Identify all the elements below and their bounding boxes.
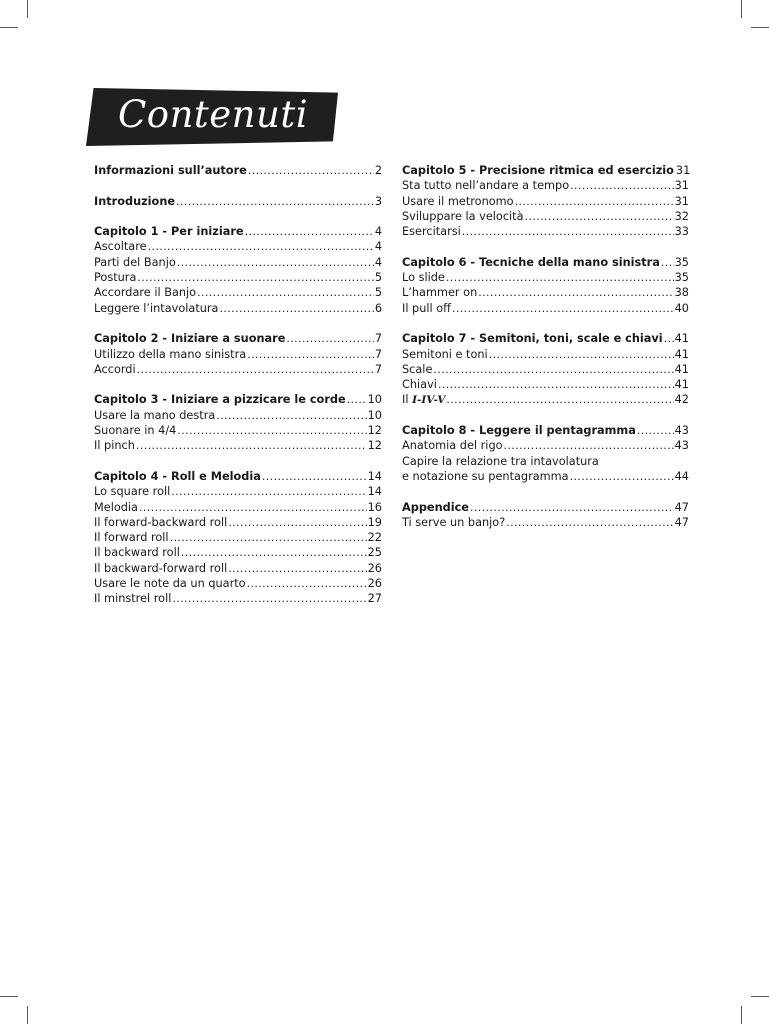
toc-page-number: 47 xyxy=(674,515,689,529)
toc-entry-label: Utilizzo della mano sinistra xyxy=(94,347,247,361)
toc-entry[interactable] xyxy=(402,392,689,407)
toc-entry[interactable] xyxy=(94,530,382,545)
dot-leader xyxy=(247,347,374,362)
dot-leader xyxy=(438,377,674,392)
toc-page-number: 42 xyxy=(674,393,689,407)
dot-leader xyxy=(462,224,674,239)
dot-leader xyxy=(433,362,673,377)
toc-page-number: 26 xyxy=(367,561,382,575)
toc-page-number: 10 xyxy=(367,393,382,407)
toc-entry[interactable] xyxy=(402,301,689,316)
dot-leader xyxy=(177,423,366,438)
crop-mark-bottom-right-h xyxy=(751,996,769,997)
toc-entry-label-styled: I-IV-V xyxy=(412,394,446,407)
toc-page-number: 32 xyxy=(674,209,689,223)
toc-page-number: 5 xyxy=(374,271,382,285)
toc-entry-label: Informazioni sull’autore xyxy=(94,164,247,177)
toc-entry-label: Capire la relazione tra intavolatura xyxy=(402,454,599,468)
toc-page-number: 31 xyxy=(675,164,691,177)
toc-page-number: 38 xyxy=(674,286,689,300)
toc-page-number: 7 xyxy=(374,347,382,361)
toc-page-number: 4 xyxy=(374,240,382,254)
toc-page-number: 43 xyxy=(674,439,689,453)
dot-leader xyxy=(452,301,674,316)
toc-page-number: 22 xyxy=(367,531,382,545)
page-title: Contenuti xyxy=(118,93,309,136)
toc-entry-label: Lo slide xyxy=(402,271,445,285)
crop-mark-bottom-left xyxy=(27,1006,28,1024)
toc-entry-label: Chiavi xyxy=(402,378,437,392)
toc-page-number: 40 xyxy=(674,301,689,315)
dot-leader xyxy=(504,438,674,453)
toc-entry[interactable] xyxy=(402,438,689,453)
toc-entry-label: Il forward-backward roll xyxy=(94,515,228,529)
toc-column-right xyxy=(402,163,689,530)
toc-entry-label: Lo square roll xyxy=(94,485,171,499)
toc-chapter-entry[interactable] xyxy=(94,163,382,178)
dot-leader xyxy=(181,545,367,560)
dot-leader xyxy=(478,285,673,300)
toc-entry-label: Usare le note da un quarto xyxy=(94,577,246,591)
toc-entry[interactable] xyxy=(402,270,689,285)
dot-leader xyxy=(137,362,374,377)
dot-leader xyxy=(489,347,674,362)
toc-page-number: 41 xyxy=(674,362,689,376)
dot-leader xyxy=(262,469,367,484)
toc-entry-label: Capitolo 8 - Leggere il pentagramma xyxy=(402,424,636,438)
toc-entry[interactable] xyxy=(94,270,382,285)
toc-entry[interactable] xyxy=(94,591,382,606)
toc-entry-label: Capitolo 5 - Precisione ritmica ed esercizio xyxy=(402,164,674,177)
dot-leader xyxy=(664,331,674,346)
toc-chapter-entry[interactable] xyxy=(94,224,382,239)
dot-leader xyxy=(228,561,366,576)
dot-leader xyxy=(219,301,373,316)
toc-page-number: 35 xyxy=(674,271,689,285)
toc-page-number: 19 xyxy=(367,515,382,529)
toc-entry-label: Appendice xyxy=(402,500,469,514)
toc-entry-label: Capitolo 3 - Iniziare a pizzicare le corde xyxy=(94,393,346,407)
toc-chapter-entry[interactable] xyxy=(402,500,689,515)
dot-leader xyxy=(515,194,674,209)
toc-entry[interactable] xyxy=(402,194,689,209)
toc-entry-label: Il backward roll xyxy=(94,546,180,560)
dot-leader xyxy=(506,515,673,530)
dot-leader xyxy=(170,530,367,545)
dot-leader xyxy=(446,270,674,285)
toc-entry[interactable] xyxy=(402,362,689,377)
toc-entry[interactable] xyxy=(94,301,382,316)
toc-entry[interactable] xyxy=(94,347,382,362)
toc-entry-label: Ti serve un banjo? xyxy=(402,515,506,529)
toc-entry-label: Suonare in 4/4 xyxy=(94,424,177,438)
toc-entry[interactable] xyxy=(94,408,382,423)
toc-entry[interactable] xyxy=(402,285,689,300)
toc-page-number: 43 xyxy=(674,424,689,438)
toc-entry-label: Scale xyxy=(402,362,433,376)
toc-page-number: 12 xyxy=(367,439,382,453)
toc-entry-label: Il forward roll xyxy=(94,531,169,545)
toc-chapter-entry[interactable] xyxy=(94,469,382,484)
crop-mark-bottom-right xyxy=(741,1006,742,1024)
toc-page-number: 41 xyxy=(674,378,689,392)
toc-entry-label: Accordare il Banjo xyxy=(94,286,197,300)
toc-entry[interactable] xyxy=(402,469,689,484)
toc-page-number: 27 xyxy=(367,592,382,606)
crop-mark-top-left-h xyxy=(0,27,18,28)
toc-page-number: 25 xyxy=(367,546,382,560)
toc-entry[interactable] xyxy=(94,239,382,254)
toc-page-number: 47 xyxy=(674,500,689,514)
toc-entry[interactable] xyxy=(94,438,382,453)
crop-mark-top-right-h xyxy=(751,27,769,28)
toc-page-number: 31 xyxy=(674,179,689,193)
toc-page-number: 2 xyxy=(374,164,382,177)
toc-page-number: 41 xyxy=(674,347,689,361)
crop-mark-bottom-left-h xyxy=(0,996,18,997)
toc-page-number: 5 xyxy=(374,286,382,300)
toc-page-number: 16 xyxy=(367,500,382,514)
toc-page-number: 14 xyxy=(367,469,382,483)
toc-entry-label: Usare la mano destra xyxy=(94,408,216,422)
toc-entry-label xyxy=(402,392,445,408)
toc-entry-label: Capitolo 6 - Tecniche della mano sinistra xyxy=(402,255,660,269)
dot-leader xyxy=(247,576,367,591)
toc-page-number: 7 xyxy=(374,362,382,376)
dot-leader xyxy=(286,331,373,346)
toc-entry[interactable] xyxy=(94,362,382,377)
crop-mark-top-right xyxy=(741,0,742,18)
toc-entry[interactable] xyxy=(94,545,382,560)
toc-entry[interactable] xyxy=(402,515,689,530)
toc-entry-label: Postura xyxy=(94,271,137,285)
toc-entry[interactable] xyxy=(402,454,689,469)
toc-chapter-entry[interactable] xyxy=(402,331,689,346)
toc-chapter-entry[interactable] xyxy=(94,331,382,346)
toc-entry[interactable] xyxy=(94,423,382,438)
dot-leader xyxy=(177,255,374,270)
dot-leader xyxy=(137,270,373,285)
toc-entry-label: Parti del Banjo xyxy=(94,255,176,269)
toc-entry-label: Accordi xyxy=(94,362,136,376)
toc-entry-label: Capitolo 2 - Iniziare a suonare xyxy=(94,332,286,346)
toc-entry-label: Il backward-forward roll xyxy=(94,561,228,575)
toc-page-number: 3 xyxy=(374,194,382,208)
toc-entry[interactable] xyxy=(402,178,689,193)
toc-page-number: 6 xyxy=(374,301,382,315)
toc-entry[interactable] xyxy=(402,209,689,224)
toc-entry-label: L’hammer on xyxy=(402,286,478,300)
toc-page-number: 26 xyxy=(367,577,382,591)
dot-leader xyxy=(248,163,374,178)
dot-leader xyxy=(470,500,674,515)
toc-entry-label: Usare il metronomo xyxy=(402,194,514,208)
toc-entry-label: Il pull off xyxy=(402,301,451,315)
toc-entry-label: e notazione su pentagramma xyxy=(402,469,569,483)
dot-leader xyxy=(661,255,674,270)
dot-leader xyxy=(245,224,374,239)
toc-page-number: 31 xyxy=(674,194,689,208)
toc-entry-label: Semitoni e toni xyxy=(402,347,488,361)
toc-entry-label: Capitolo 4 - Roll e Melodia xyxy=(94,469,261,483)
toc-entry[interactable] xyxy=(94,500,382,515)
toc-page-number: 4 xyxy=(374,225,382,239)
toc-page-number: 41 xyxy=(674,332,689,346)
dot-leader xyxy=(139,500,367,515)
toc-entry[interactable] xyxy=(94,576,382,591)
dot-leader xyxy=(525,209,674,224)
toc-chapter-entry[interactable] xyxy=(94,194,382,209)
toc-page-number: 12 xyxy=(367,424,382,438)
dot-leader xyxy=(637,423,674,438)
toc-chapter-entry[interactable] xyxy=(402,255,689,270)
dot-leader xyxy=(570,178,673,193)
dot-leader xyxy=(197,285,374,300)
toc-entry[interactable] xyxy=(94,484,382,499)
toc-entry[interactable] xyxy=(94,561,382,576)
crop-mark-top-left xyxy=(27,0,28,18)
toc-entry[interactable] xyxy=(94,515,382,530)
toc-entry-label: Il minstrel roll xyxy=(94,592,172,606)
toc-page-number: 35 xyxy=(674,255,689,269)
toc-entry[interactable] xyxy=(402,347,689,362)
toc-entry-label: Leggere l’intavolatura xyxy=(94,301,219,315)
toc-chapter-entry[interactable] xyxy=(402,163,689,178)
toc-entry-label: Introduzione xyxy=(94,194,176,208)
toc-page-number: 10 xyxy=(367,408,382,422)
dot-leader xyxy=(216,408,366,423)
toc-page-number: 4 xyxy=(374,255,382,269)
dot-leader xyxy=(570,469,674,484)
dot-leader xyxy=(172,591,366,606)
toc-entry-label: Anatomia del rigo xyxy=(402,439,503,453)
toc-page-number: 33 xyxy=(674,225,689,239)
toc-entry[interactable] xyxy=(402,224,689,239)
dot-leader xyxy=(347,392,367,407)
toc-chapter-entry[interactable] xyxy=(402,423,689,438)
toc-entry[interactable] xyxy=(94,285,382,300)
toc-page-number: 44 xyxy=(674,469,689,483)
dot-leader xyxy=(171,484,366,499)
toc-entry-label: Esercitarsi xyxy=(402,225,461,239)
toc-entry-label: Il pinch xyxy=(94,439,135,453)
toc-entry-label: Melodia xyxy=(94,500,138,514)
toc-page-number: 7 xyxy=(374,332,382,346)
dot-leader xyxy=(446,392,673,407)
toc-entry-label: Sta tutto nell’andare a tempo xyxy=(402,179,570,193)
toc-entry[interactable] xyxy=(402,377,689,392)
toc-entry-label: Capitolo 7 - Semitoni, toni, scale e chiavi xyxy=(402,332,663,346)
toc-page-number: 14 xyxy=(367,485,382,499)
toc-column-left xyxy=(94,163,382,607)
dot-leader xyxy=(176,194,374,209)
dot-leader xyxy=(148,239,374,254)
dot-leader xyxy=(228,515,366,530)
toc-entry-label-prefix: Il xyxy=(402,393,413,407)
toc-entry-label: Sviluppare la velocità xyxy=(402,209,524,223)
toc-chapter-entry[interactable] xyxy=(94,392,382,407)
dot-leader xyxy=(136,438,367,453)
toc-entry-label: Ascoltare xyxy=(94,240,147,254)
toc-entry[interactable] xyxy=(94,255,382,270)
toc-entry-label: Capitolo 1 - Per iniziare xyxy=(94,225,244,239)
